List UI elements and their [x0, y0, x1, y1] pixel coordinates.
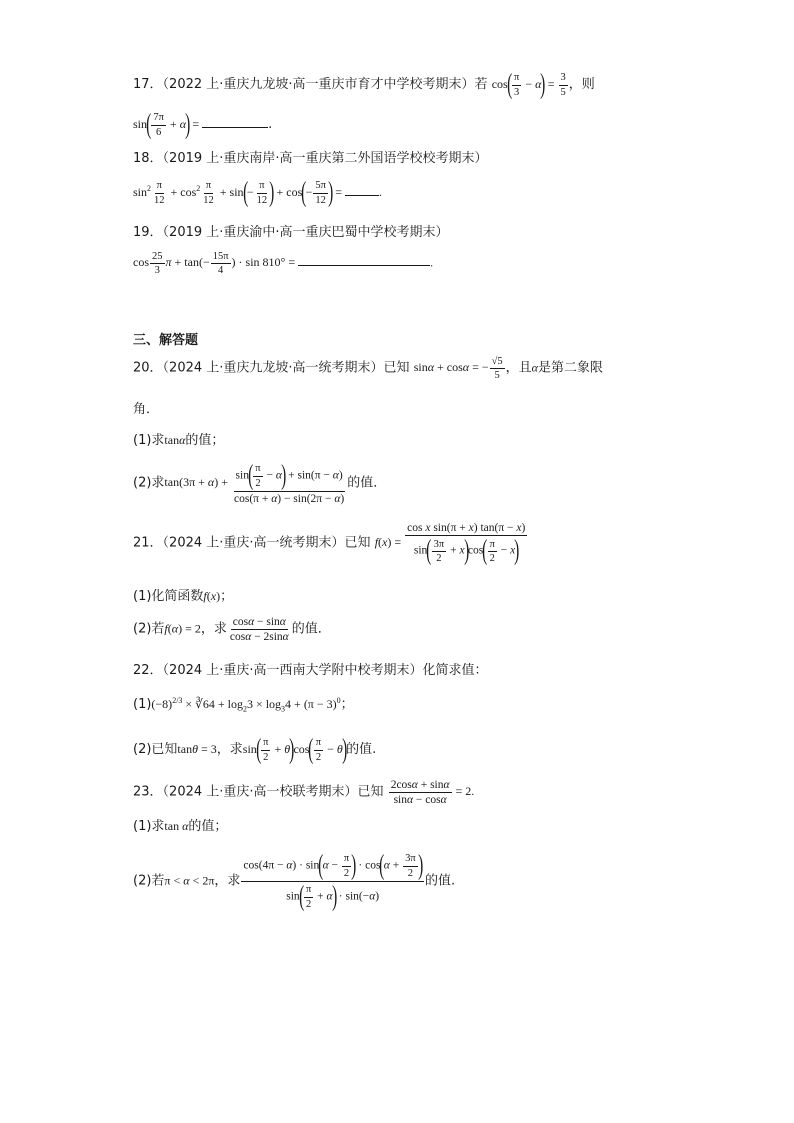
- q20-line2: 角．: [133, 402, 160, 417]
- q19-formula: cos $\frac{25}{3}$ π + tan(− $\frac{15\pi}{4}$ ) · sin 810° =: [133, 251, 299, 277]
- q19-number: 19．: [133, 225, 163, 240]
- q22-part1: $(1)(-8)^{2/3}$ × ∛64 + $\log_23 \times \log_34 + (\pi - 3)^0$；: [133, 696, 354, 714]
- q20-text-b: ，且: [505, 360, 532, 376]
- q23-line1: 23．（2024 上·重庆·高一校联考期末）已知 $\frac{2\cos\alpha + \sin\alpha}{\sin\alpha - \cos\alpha}$ = 2.: [133, 779, 475, 807]
- q20-part2: (2)求tan(3π + α) + sin( $\frac{\pi}{2}$ − α) + sin(π − α) cos(π + α) − sin(2π − α) 的值．: [133, 460, 387, 505]
- q17-then: ，则: [568, 76, 595, 92]
- q19-line1: [133, 226, 449, 239]
- q21-part2: (2)若f(α) = 2，求 $\frac{\cos\alpha - \sin\alpha}{\cos\alpha - 2\sin\alpha}$ 的值．: [133, 616, 331, 644]
- q20-part1: (1)求tanα的值；: [133, 433, 225, 448]
- q21-formula: f(x) = cos x sin(π + x) tan(π − x) sin( $\frac{3\pi}{2}$ + x)cos( $\frac{\pi}{2}$ − x): [374, 522, 526, 567]
- q21-part1: (1)化简函数f(x)；: [133, 589, 234, 604]
- q17-formula: cos( $\frac{\pi}{3}$ − α) = $\frac{3}{5}$: [491, 69, 566, 100]
- q19-source: （2019 上·重庆渝中·高一重庆巴蜀中学校考期末）: [162, 225, 449, 240]
- section-title: 三、解答题: [133, 333, 199, 348]
- q20-line1: 20．（2024 上·重庆九龙坡·高一统考期末）已知 sinα + cosα = − $\frac{√5}{5}$ ，且α是第二象限: [133, 356, 603, 382]
- q17-line2: [133, 111, 272, 139]
- q21-source: （2024 上·重庆·高一统考期末）: [162, 535, 345, 551]
- q17-target-formula: sin( $\frac{7\pi}{6}$ + α) =: [133, 109, 203, 140]
- q20-part2-formula: tan(3π + α) + sin( $\frac{\pi}{2}$ − α) + sin(π − α) cos(π + α) − sin(2π − α): [164, 460, 345, 505]
- q23-part1-formula: tan α: [164, 819, 189, 833]
- q23-part2-cond: π < α < 2π: [164, 873, 215, 888]
- q21-line1: 21．（2024 上·重庆·高一统考期末）已知 f(x) = cos x sin(π + x) tan(π − x) sin( $\frac{3\pi}{2}$ + x)cos( $\frac{\pi}{2}$ − x): [133, 522, 528, 565]
- q21-number: 21．: [133, 535, 163, 551]
- q20-part1-formula: tanα: [164, 433, 186, 447]
- q18-formula: $\sin^2$ $\frac{\pi}{12}$ + $\cos^2$ $\frac{\pi}{12}$ + sin(− $\frac{\pi}{12}$ ) + cos(− $\frac{5\pi}{12}$ ) =: [133, 177, 346, 208]
- q22-part2-formula: sin( $\frac{\pi}{2}$ + θ)cos( $\frac{\pi}{2}$ − θ): [242, 734, 348, 765]
- q21-part2-cond: f(α) = 2: [164, 621, 201, 636]
- q23-source: （2024 上·重庆·高一校联考期末）: [162, 784, 358, 800]
- q22-part2: (2)已知tanθ = 3，求sin( $\frac{\pi}{2}$ + θ)cos( $\frac{\pi}{2}$ − θ)的值.: [133, 734, 377, 765]
- q18-number: 18．: [133, 151, 163, 166]
- q18-line2: $\sin^2$ $\frac{\pi}{12}$ + $\cos^2$ $\frac{\pi}{12}$ + sin(− $\frac{\pi}{12}$ ) + cos(− $\frac{5\pi}{12}$ ) = .: [133, 177, 383, 208]
- q17-text: 若: [474, 76, 488, 92]
- q17-answer-blank[interactable]: [202, 127, 268, 128]
- q22-line1: 22．（2024 上·重庆·高一西南大学附中校考期末）化简求值：: [133, 663, 488, 678]
- q19-answer-blank[interactable]: [298, 265, 430, 266]
- q22-number: 22．: [133, 663, 163, 678]
- q17-line1: [133, 71, 595, 99]
- q23-number: 23．: [133, 784, 163, 800]
- q21-part1-formula: f: [203, 589, 207, 603]
- q20-source: （2024 上·重庆九龙坡·高一统考期末）: [162, 360, 384, 376]
- q23-part2-formula: cos(4π − α) · sin(α − $\frac{\pi}{2}$ ) · cos(α + $\frac{3\pi}{2}$ ) sin( $\frac{\pi}{2}$ + α) · sin(−α): [243, 850, 423, 912]
- q21-part2-formula: $\frac{\cos\alpha - \sin\alpha}{\cos\alpha - 2\sin\alpha}$: [229, 616, 289, 644]
- q17-number: 17．: [133, 76, 163, 92]
- q20-text-a: 已知: [383, 360, 410, 376]
- q23-part2: (2)若π < α < 2π，求 cos(4π − α) · sin(α − $\frac{\pi}{2}$ ) · cos(α + $\frac{3\pi}{2}$ ) sin( $\frac{\pi}{2}$ + α) · sin(−α) 的值.: [133, 850, 456, 912]
- q22-source: （2024 上·重庆·高一西南大学附中校考期末）: [162, 663, 423, 678]
- q17-end: .: [268, 116, 273, 132]
- q19-line2: cos $\frac{25}{3}$ π + tan(− $\frac{15\pi}{4}$ ) · sin 810° = .: [133, 251, 434, 277]
- q18-source: （2019 上·重庆南岸·高一重庆第二外国语学校校考期末）: [162, 151, 488, 166]
- q23-part1: (1)求tan α的值；: [133, 819, 228, 834]
- q22-part2-cond: tanθ = 3: [177, 741, 217, 756]
- q20-number: 20．: [133, 360, 163, 376]
- q22-part1-formula: $(-8)^{2/3}$ × ∛64 + $\log_23 \times \log_34 + (\pi - 3)^0$: [151, 696, 341, 714]
- q20-formula: sinα + cosα = − $\frac{√5}{5}$: [413, 356, 503, 382]
- q23-formula: $\frac{2\cos\alpha + \sin\alpha}{\sin\alpha - \cos\alpha}$ = 2.: [390, 779, 475, 807]
- q20-text-c: 是第二象限: [537, 360, 603, 376]
- q17-source: （2022 上·重庆九龙坡·高一重庆市育才中学校考期末）: [162, 76, 475, 92]
- q18-line1: [133, 152, 488, 165]
- q18-answer-blank[interactable]: [345, 195, 379, 196]
